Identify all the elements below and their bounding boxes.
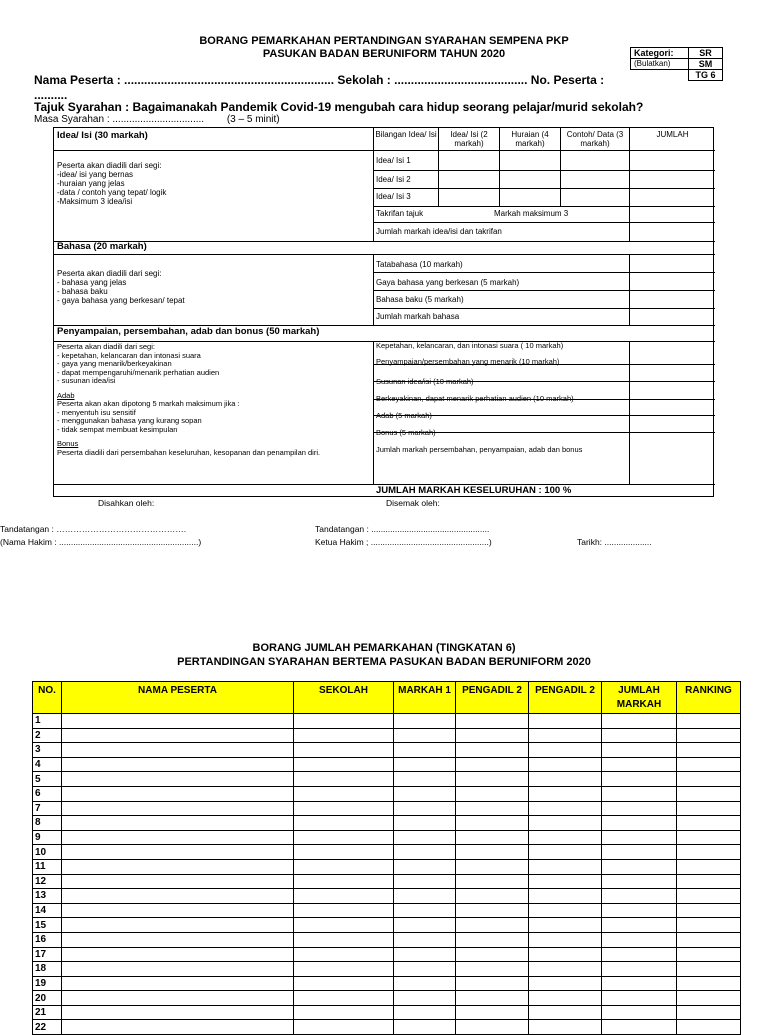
col-jumlah-markah: JUMLAH MARKAH [602, 682, 677, 714]
table-row [33, 801, 741, 816]
table-row [33, 874, 741, 889]
table-cell[interactable] [529, 976, 602, 991]
category-option-sm[interactable]: SM [689, 59, 723, 70]
row-number: 6 [33, 786, 62, 801]
table-cell[interactable] [394, 932, 456, 947]
penyampaian-row-adab: Adab (5 markah) [376, 411, 432, 420]
table-cell[interactable] [602, 786, 677, 801]
table-cell[interactable] [294, 757, 394, 772]
table-cell[interactable] [529, 845, 602, 860]
table-cell[interactable] [456, 743, 529, 758]
table-cell[interactable] [394, 991, 456, 1006]
table-cell[interactable] [677, 714, 741, 729]
disahkan-label: Disahkan oleh: [98, 498, 155, 508]
table-cell[interactable] [62, 816, 294, 831]
summary-header-row [33, 682, 741, 714]
table-row [33, 947, 741, 962]
row-number: 16 [33, 932, 62, 947]
bonus-title: Bonus [57, 439, 79, 448]
table-cell[interactable] [677, 772, 741, 787]
table-cell[interactable] [62, 757, 294, 772]
table-cell[interactable] [602, 1005, 677, 1020]
table-cell[interactable] [602, 757, 677, 772]
table-cell[interactable] [677, 728, 741, 743]
table-cell[interactable] [529, 859, 602, 874]
table-cell[interactable] [602, 859, 677, 874]
penyampaian-row-keyakinan: Berkeyakinan, dapat menarik perhatian audien (10 markah) [376, 394, 574, 403]
table-cell[interactable] [529, 889, 602, 904]
table-cell[interactable] [394, 728, 456, 743]
table-cell[interactable] [529, 743, 602, 758]
table-cell[interactable] [529, 757, 602, 772]
table-cell[interactable] [394, 976, 456, 991]
row-number: 21 [33, 1005, 62, 1020]
table-cell[interactable] [529, 830, 602, 845]
table-cell[interactable] [677, 976, 741, 991]
table-cell[interactable] [677, 874, 741, 889]
table-cell[interactable] [294, 918, 394, 933]
table-cell[interactable] [294, 714, 394, 729]
grand-total: JUMLAH MARKAH KESELURUHAN : 100 % [376, 485, 572, 496]
table-cell[interactable] [529, 1005, 602, 1020]
table-cell[interactable] [456, 816, 529, 831]
table-cell[interactable] [602, 728, 677, 743]
row-number: 7 [33, 801, 62, 816]
table-cell[interactable] [62, 903, 294, 918]
table-cell[interactable] [294, 845, 394, 860]
category-sublabel: (Bulatkan) [631, 59, 689, 70]
table-cell[interactable] [294, 874, 394, 889]
table-cell[interactable] [602, 991, 677, 1006]
header-jumlah: JUMLAH [656, 130, 689, 139]
table-cell[interactable] [294, 772, 394, 787]
table-row [33, 830, 741, 845]
table-row [33, 859, 741, 874]
table-cell[interactable] [602, 903, 677, 918]
table-cell[interactable] [62, 976, 294, 991]
table-cell[interactable] [456, 859, 529, 874]
table-cell[interactable] [456, 918, 529, 933]
header-bilangan: Bilangan Idea/ Isi [375, 130, 437, 139]
table-cell[interactable] [456, 845, 529, 860]
table-cell[interactable] [602, 889, 677, 904]
table-cell[interactable] [602, 714, 677, 729]
table-cell[interactable] [529, 932, 602, 947]
table-cell[interactable] [456, 947, 529, 962]
table-cell[interactable] [294, 859, 394, 874]
table-cell[interactable] [456, 786, 529, 801]
adab-title: Adab [57, 390, 75, 400]
ketua-hakim[interactable]: Ketua Hakim ; ..................................................) [315, 537, 492, 547]
form2-title-line1: BORANG JUMLAH PEMARKAHAN (TINGKATAN 6) [252, 642, 516, 654]
table-cell[interactable] [602, 918, 677, 933]
section-penyampaian-desc: Peserta akan diadili dari segi: - kepetahan, kelancaran dan intonasi suara - gaya yang menarik/berkeyakinan - dapat mempengaruhi/menarik perhatian audien - susunan idea/isi Adab Peserta akan akan dipotong 5 markah maksimum jika : - menyentuh isu sensitif - menggunakan bahasa yang kurang sopan - tidak sempat membuat kesimpulan Bonus Peserta diadili dari persembahan keseluruhan, kesopanan dan penampilan diri. [57, 342, 321, 457]
summary-table [32, 681, 741, 1035]
table-cell[interactable] [62, 801, 294, 816]
speech-time-range: (3 – 5 minit) [226, 114, 280, 125]
table-cell[interactable] [62, 889, 294, 904]
table-row [33, 962, 741, 977]
table-cell[interactable] [394, 962, 456, 977]
col-ranking: RANKING [677, 682, 741, 714]
table-cell[interactable] [62, 1020, 294, 1035]
table-cell[interactable] [602, 743, 677, 758]
category-box [630, 47, 723, 81]
table-row [33, 889, 741, 904]
table-cell[interactable] [62, 786, 294, 801]
row-number: 17 [33, 947, 62, 962]
table-cell[interactable] [394, 714, 456, 729]
idea-row-2: Idea/ Isi 2 [376, 175, 411, 184]
table-row [33, 1005, 741, 1020]
row-number: 15 [33, 918, 62, 933]
participant-line[interactable]: Nama Peserta : ............................................................... Sekolah : ........................................ No. Peserta : [34, 73, 605, 87]
table-row [33, 845, 741, 860]
col-sekolah: SEKOLAH [294, 682, 394, 714]
table-cell[interactable] [677, 830, 741, 845]
table-cell[interactable] [294, 830, 394, 845]
table-cell[interactable] [456, 903, 529, 918]
table-cell[interactable] [602, 976, 677, 991]
table-cell[interactable] [602, 962, 677, 977]
form-title-line1: BORANG PEMARKAHAN PERTANDINGAN SYARAHAN SEMPENA PKP [199, 35, 569, 47]
bahasa-total-row: Jumlah markah bahasa [376, 312, 460, 321]
row-number: 4 [33, 757, 62, 772]
table-cell[interactable] [62, 932, 294, 947]
table-cell[interactable] [62, 962, 294, 977]
table-cell[interactable] [677, 1020, 741, 1035]
table-cell[interactable] [394, 1020, 456, 1035]
tandatangan-right[interactable]: Tandatangan : .................................................. [315, 524, 490, 534]
col-pengadil-2b: PENGADIL 2 [529, 682, 602, 714]
row-number: 12 [33, 874, 62, 889]
table-cell[interactable] [294, 889, 394, 904]
table-cell[interactable] [602, 845, 677, 860]
table-row [33, 932, 741, 947]
table-row [33, 728, 741, 743]
table-cell[interactable] [529, 918, 602, 933]
bahasa-row-gaya: Gaya bahasa yang berkesan (5 markah) [376, 278, 520, 287]
header-idea: Idea/ Isi (2 markah) [450, 130, 488, 148]
table-cell[interactable] [529, 962, 602, 977]
form2-title-line2: PERTANDINGAN SYARAHAN BERTEMA PASUKAN BADAN BERUNIFORM 2020 [177, 656, 591, 668]
table-cell[interactable] [394, 859, 456, 874]
table-row [33, 1020, 741, 1035]
table-cell[interactable] [602, 932, 677, 947]
tarikh[interactable]: Tarikh: .................... [577, 537, 652, 547]
penyampaian-row-susunan: Susunan idea/isi (10 markah) [376, 377, 474, 386]
table-cell[interactable] [62, 991, 294, 1006]
table-cell[interactable] [62, 845, 294, 860]
table-cell[interactable] [456, 772, 529, 787]
table-cell[interactable] [294, 947, 394, 962]
table-cell[interactable] [677, 786, 741, 801]
penyampaian-row-bonus: Bonus (5 markah) [376, 428, 436, 437]
row-number: 22 [33, 1020, 62, 1035]
section-idea-title: Idea/ Isi (30 markah) [57, 130, 148, 141]
table-cell[interactable] [294, 932, 394, 947]
table-cell[interactable] [677, 801, 741, 816]
table-cell[interactable] [62, 874, 294, 889]
table-row [33, 743, 741, 758]
table-row [33, 757, 741, 772]
table-row [33, 714, 741, 729]
takrifan-max: Markah maksimum 3 [494, 209, 569, 218]
row-number: 5 [33, 772, 62, 787]
table-cell[interactable] [529, 728, 602, 743]
nama-hakim[interactable]: (Nama Hakim : ...........................................................) [0, 537, 202, 547]
table-row [33, 786, 741, 801]
table-cell[interactable] [294, 728, 394, 743]
table-cell[interactable] [529, 816, 602, 831]
table-cell[interactable] [529, 1020, 602, 1035]
speech-topic: Tajuk Syarahan : Bagaimanakah Pandemik Covid-19 mengubah cara hidup seorang pelajar/murid sekolah? [34, 100, 644, 114]
row-number: 13 [33, 889, 62, 904]
idea-row-1: Idea/ Isi 1 [376, 156, 411, 165]
tandatangan-left[interactable]: Tandatangan : ………………………………………. [0, 524, 187, 534]
row-number: 20 [33, 991, 62, 1006]
scoring-form [53, 127, 714, 497]
table-cell[interactable] [62, 947, 294, 962]
table-cell[interactable] [677, 816, 741, 831]
speech-time-label[interactable]: Masa Syarahan : ................................. [34, 114, 205, 125]
table-cell[interactable] [602, 816, 677, 831]
table-cell[interactable] [529, 714, 602, 729]
table-cell[interactable] [294, 801, 394, 816]
table-cell[interactable] [602, 874, 677, 889]
section-idea-desc: Peserta akan diadili dari segi: -idea/ isi yang bernas -huraian yang jelas -data / contoh yang tepat/ logik -Maksimum 3 idea/isi [57, 161, 167, 206]
col-nama-peserta: NAMA PESERTA [62, 682, 294, 714]
table-cell[interactable] [529, 772, 602, 787]
table-cell[interactable] [677, 889, 741, 904]
table-row [33, 903, 741, 918]
col-markah-1: MARKAH 1 [394, 682, 456, 714]
table-cell[interactable] [456, 991, 529, 1006]
category-option-sr[interactable]: SR [689, 48, 723, 59]
speech-time [34, 114, 280, 125]
table-cell[interactable] [529, 991, 602, 1006]
table-cell[interactable] [677, 918, 741, 933]
bahasa-row-tatabahasa: Tatabahasa (10 markah) [376, 260, 463, 269]
category-label: Kategori: [631, 48, 689, 59]
participant-line-cont: .......... [34, 88, 68, 102]
table-cell[interactable] [294, 786, 394, 801]
table-cell[interactable] [456, 1020, 529, 1035]
table-cell[interactable] [62, 743, 294, 758]
col-no: NO. [33, 682, 62, 714]
table-cell[interactable] [602, 947, 677, 962]
table-cell[interactable] [294, 976, 394, 991]
table-cell[interactable] [677, 932, 741, 947]
table-cell[interactable] [677, 991, 741, 1006]
table-cell[interactable] [602, 1020, 677, 1035]
table-row [33, 976, 741, 991]
section-bahasa-desc: Peserta akan diadili dari segi: - bahasa yang jelas - bahasa baku - gaya bahasa yang berkesan/ tepat [57, 269, 185, 305]
table-cell[interactable] [394, 801, 456, 816]
table-cell[interactable] [456, 728, 529, 743]
row-number: 19 [33, 976, 62, 991]
table-cell[interactable] [677, 757, 741, 772]
table-cell[interactable] [456, 830, 529, 845]
table-cell[interactable] [394, 845, 456, 860]
table-cell[interactable] [456, 801, 529, 816]
table-cell[interactable] [394, 918, 456, 933]
table-row [33, 918, 741, 933]
col-pengadil-2a: PENGADIL 2 [456, 682, 529, 714]
row-number: 1 [33, 714, 62, 729]
table-cell[interactable] [394, 757, 456, 772]
table-cell[interactable] [602, 830, 677, 845]
table-cell[interactable] [394, 947, 456, 962]
table-cell[interactable] [294, 816, 394, 831]
table-cell[interactable] [529, 801, 602, 816]
table-cell[interactable] [529, 903, 602, 918]
header-contoh: Contoh/ Data (3 markah) [566, 130, 624, 148]
header-huraian: Huraian (4 markah) [511, 130, 549, 148]
table-cell[interactable] [456, 714, 529, 729]
table-cell[interactable] [62, 830, 294, 845]
table-cell[interactable] [394, 786, 456, 801]
row-number: 2 [33, 728, 62, 743]
table-cell[interactable] [294, 903, 394, 918]
table-cell[interactable] [394, 772, 456, 787]
row-number: 14 [33, 903, 62, 918]
table-cell[interactable] [529, 786, 602, 801]
takrifan-row: Takrifan tajuk [376, 209, 424, 218]
row-number: 11 [33, 859, 62, 874]
idea-total-row: Jumlah markah idea/isi dan takrifan [376, 227, 502, 236]
section-bahasa-title: Bahasa (20 markah) [57, 241, 147, 252]
bahasa-row-baku: Bahasa baku (5 markah) [376, 295, 464, 304]
table-cell[interactable] [456, 976, 529, 991]
table-cell[interactable] [529, 874, 602, 889]
table-cell[interactable] [677, 903, 741, 918]
penyampaian-row-kepetahan: Kepetahan, kelancaran, dan intonasi suara ( 10 markah) [376, 341, 564, 350]
table-cell[interactable] [294, 962, 394, 977]
table-cell[interactable] [62, 859, 294, 874]
table-cell[interactable] [456, 874, 529, 889]
table-cell[interactable] [677, 845, 741, 860]
idea-row-3: Idea/ Isi 3 [376, 192, 411, 201]
table-cell[interactable] [677, 962, 741, 977]
table-row [33, 772, 741, 787]
table-cell[interactable] [677, 947, 741, 962]
table-cell[interactable] [529, 947, 602, 962]
table-cell[interactable] [62, 1005, 294, 1020]
row-number: 9 [33, 830, 62, 845]
table-cell[interactable] [294, 743, 394, 758]
table-cell[interactable] [677, 859, 741, 874]
table-cell[interactable] [602, 801, 677, 816]
table-cell[interactable] [62, 772, 294, 787]
table-cell[interactable] [62, 714, 294, 729]
table-cell[interactable] [677, 743, 741, 758]
disemak-label: Disemak oleh: [386, 498, 440, 508]
table-cell[interactable] [394, 1005, 456, 1020]
row-number: 10 [33, 845, 62, 860]
table-cell[interactable] [456, 962, 529, 977]
table-cell[interactable] [294, 1020, 394, 1035]
table-row [33, 991, 741, 1006]
penyampaian-row-menarik: Penyampaian/persembahan yang menarik (10 markah) [376, 357, 560, 366]
table-cell[interactable] [394, 743, 456, 758]
category-option-tg6[interactable]: TG 6 [689, 70, 723, 81]
section-penyampaian-title: Penyampaian, persembahan, adab dan bonus (50 markah) [57, 326, 320, 337]
table-cell[interactable] [294, 1005, 394, 1020]
table-cell[interactable] [394, 816, 456, 831]
table-cell[interactable] [456, 757, 529, 772]
table-cell[interactable] [456, 889, 529, 904]
penyampaian-total-row: Jumlah markah persembahan, penyampaian, adab dan bonus [376, 445, 583, 454]
row-number: 8 [33, 816, 62, 831]
table-cell[interactable] [294, 991, 394, 1006]
form-title-line2: PASUKAN BADAN BERUNIFORM TAHUN 2020 [262, 48, 506, 60]
table-cell[interactable] [602, 772, 677, 787]
table-cell[interactable] [62, 918, 294, 933]
table-cell[interactable] [456, 932, 529, 947]
table-cell[interactable] [394, 903, 456, 918]
row-number: 3 [33, 743, 62, 758]
row-number: 18 [33, 962, 62, 977]
table-cell[interactable] [62, 728, 294, 743]
table-cell[interactable] [394, 889, 456, 904]
table-cell[interactable] [394, 830, 456, 845]
table-cell[interactable] [456, 1005, 529, 1020]
table-row [33, 816, 741, 831]
table-cell[interactable] [677, 1005, 741, 1020]
table-cell[interactable] [394, 874, 456, 889]
